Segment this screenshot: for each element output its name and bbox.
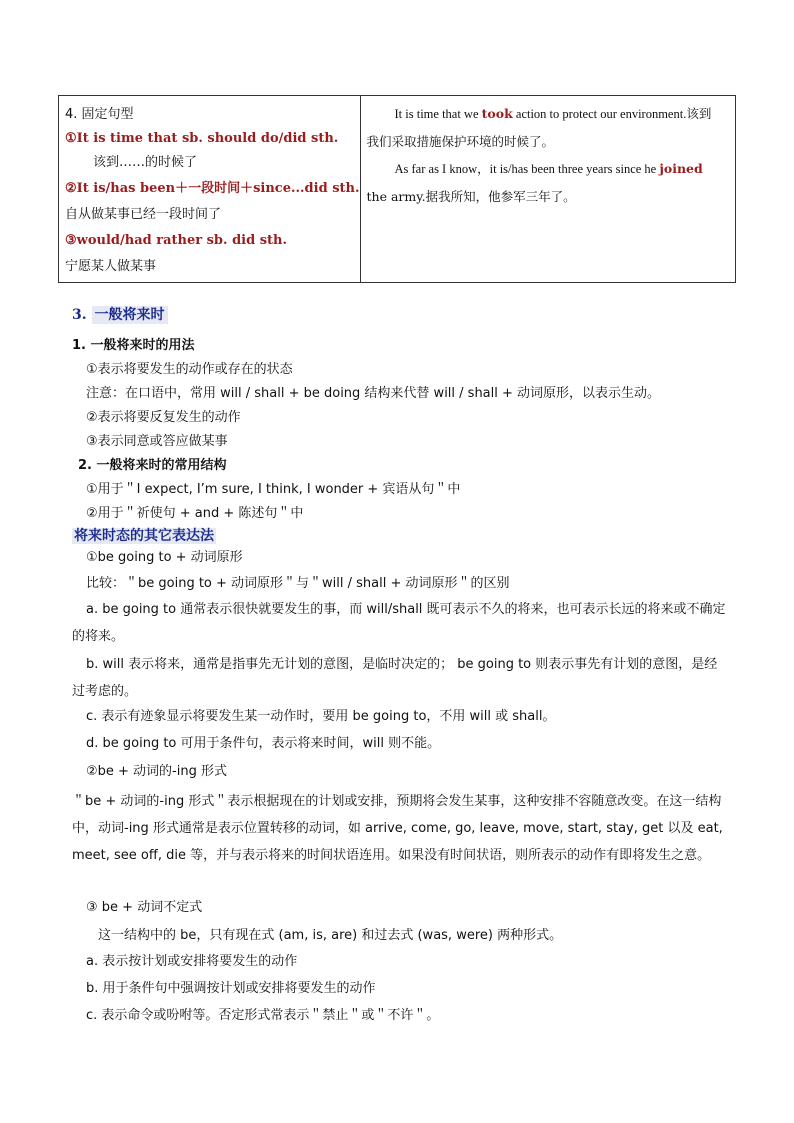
other-3-a: a. 表示按计划或安排将要发生的动作 (86, 954, 298, 969)
other-3: ③ be + 动词不定式 (86, 900, 203, 915)
section-3-title: 3. 一般将来时 (72, 304, 168, 324)
comparison-a: a. be going to 通常表示很快就要发生的事，而 will/shall 既可表示不久的将来，也可表示长远的将来或不确定的将来。 (72, 602, 726, 644)
comparison-heading: 比较：＂be going to + 动词原形＂与＂will / shall + 动词原形＂的区别 (86, 576, 510, 591)
example-2-keyword: joined (659, 161, 703, 176)
other-3-description: 这一结构中的 be，只有现在式 (am, is, are) 和过去式 (was, were) 两种形式。 (98, 928, 563, 943)
structure-2: ②用于＂祈使句 + and + 陈述句＂中 (86, 506, 304, 521)
pattern-2-meaning: 自从做某事已经一段时间了 (65, 207, 222, 222)
usage-1: ①表示将要发生的动作或存在的状态 (86, 362, 293, 377)
usage-note: 注意：在口语中，常用 will / shall + be doing 结构来代替 will / shall + 动词原形，以表示生动。 (86, 386, 661, 401)
fixed-pattern-table (58, 95, 736, 283)
other-2-description: ＂be + 动词的-ing 形式＂表示根据现在的计划或安排，预期将会发生某事，这种安排不容随意改变。在这一结构中，动词-ing 形式通常是表示位置转移的动词，如 arrive, come, go, leave, move, start, stay, get 以及 eat, meet, see off, die 等，并与表示将来的时间状语连用。如果没有时间状语，则所表示的动作有即将发生之意。 (72, 794, 723, 863)
other-1: ①be going to + 动词原形 (86, 550, 243, 565)
example-2-translation: the army.据我所知，他参军三年了。 (366, 189, 576, 204)
comparison-c: c. 表示有迹象显示将要发生某一动作时，要用 be going to，不用 will 或 shall。 (86, 709, 556, 724)
pattern-1-meaning: 该到……的时候了 (93, 155, 198, 170)
comparison-d: d. be going to 可用于条件句，表示将来时间，will 则不能。 (86, 736, 441, 751)
subheading-usage: 1. 一般将来时的用法 (72, 338, 195, 353)
other-2: ②be + 动词的-ing 形式 (86, 764, 227, 779)
example-1: It is time that we took action to protect our environment.该到 (394, 106, 712, 121)
pattern-3: ③would/had rather sb. did sth. (65, 233, 288, 248)
structure-1: ①用于＂I expect, I’m sure, I think, I wonder + 宾语从句＂中 (86, 482, 461, 497)
example-cell (360, 96, 736, 283)
comparison-b: b. will 表示将来，通常是指事先无计划的意图，是临时决定的； be going to 则表示事先有计划的意图，是经过考虑的。 (72, 657, 718, 699)
other-expressions-title: 将来时态的其它表达法 (74, 528, 214, 544)
pattern-3-meaning: 宁愿某人做某事 (65, 259, 157, 274)
pattern-1: ①It is time that sb. should do/did sth. (65, 131, 339, 146)
other-3-c: c. 表示命令或吩咐等。否定形式常表示＂禁止＂或＂不许＂。 (86, 1008, 440, 1023)
usage-2: ②表示将要反复发生的动作 (86, 410, 241, 425)
pattern-heading: 4. 固定句型 (65, 107, 134, 122)
example-1-keyword: took (481, 106, 513, 121)
example-2: As far as I know，it is/has been three years since he joined (394, 161, 703, 176)
example-1-translation: 我们采取措施保护环境的时候了。 (366, 134, 555, 149)
pattern-2: ②It is/has been＋一段时间＋since...did sth. (65, 181, 360, 196)
other-3-b: b. 用于条件句中强调按计划或安排将要发生的动作 (86, 981, 376, 996)
pattern-cell (59, 96, 361, 283)
usage-3: ③表示同意或答应做某事 (86, 434, 228, 449)
subheading-structures: 2. 一般将来时的常用结构 (78, 458, 227, 473)
